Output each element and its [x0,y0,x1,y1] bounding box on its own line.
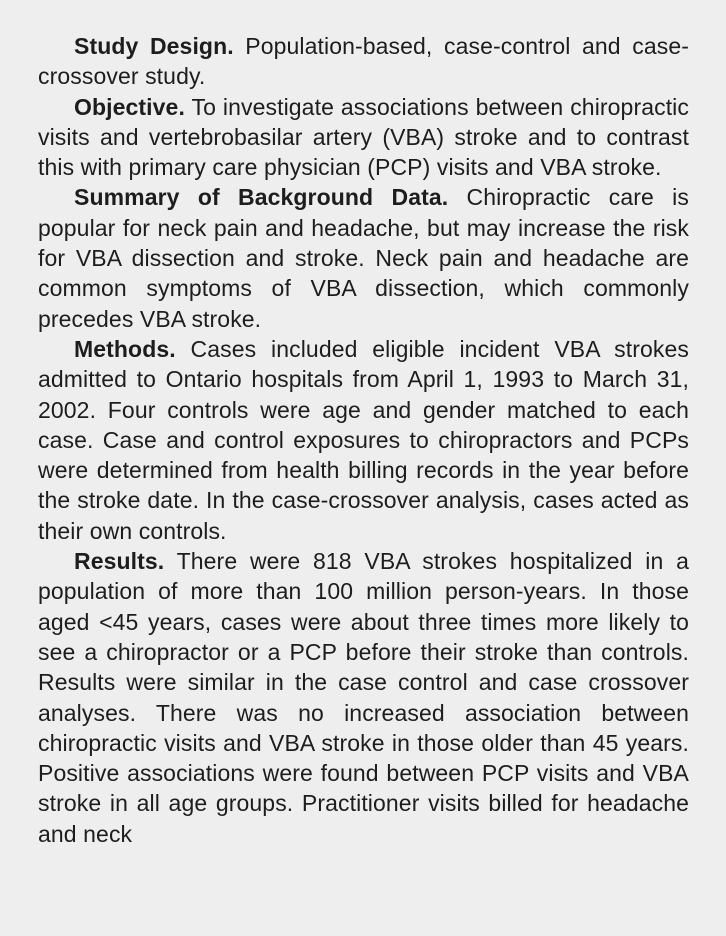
results-text: There were 818 VBA strokes hospitalized in a population of more than 100 million person-years. In those aged <45 years, cases were about three times more likely to see a chiropractor or a PCP before their stroke than controls. Results were similar in the case control and case crossover analyses. There was no increased association between chiropractic visits and VBA stroke in those older than 45 years. Positive associations were found between PCP visits and VBA stroke in all age groups. Practitioner visits billed for headache and neck [38,548,689,847]
objective-paragraph [38,92,689,183]
study-design-heading: Study Design. [74,33,234,59]
background-heading: Summary of Background Data. [74,184,449,211]
study-design-paragraph [38,31,689,92]
results-paragraph [38,546,689,849]
methods-paragraph [38,334,689,546]
methods-heading: Methods. [74,335,176,362]
methods-text: Cases included eligible incident VBA strokes admitted to Ontario hospitals from April 1, 1993 to March 31, 2002. Four controls were age and gender matched to each case. Case and control exposures to chiropractors and PCPs were determined from health billing records in the year before the stroke date. In the case-crossover analysis, cases acted as their own controls. [38,335,689,544]
background-paragraph [38,182,689,333]
background-text: Chiropractic care is popular for neck pain and headache, but may increase the risk for VBA dissection and stroke. Neck pain and headache are common symptoms of VBA dissection, which commonly precedes VBA stroke. [38,184,689,332]
results-heading: Results. [74,548,165,575]
study-design-text: Population-based, case-control and case-crossover study. [38,33,689,90]
objective-text: To investigate associations between chiropractic visits and vertebrobasilar artery (VBA) stroke and to contrast this with primary care physician (PCP) visits and VBA stroke. [38,93,689,181]
objective-heading: Objective. [74,93,185,120]
